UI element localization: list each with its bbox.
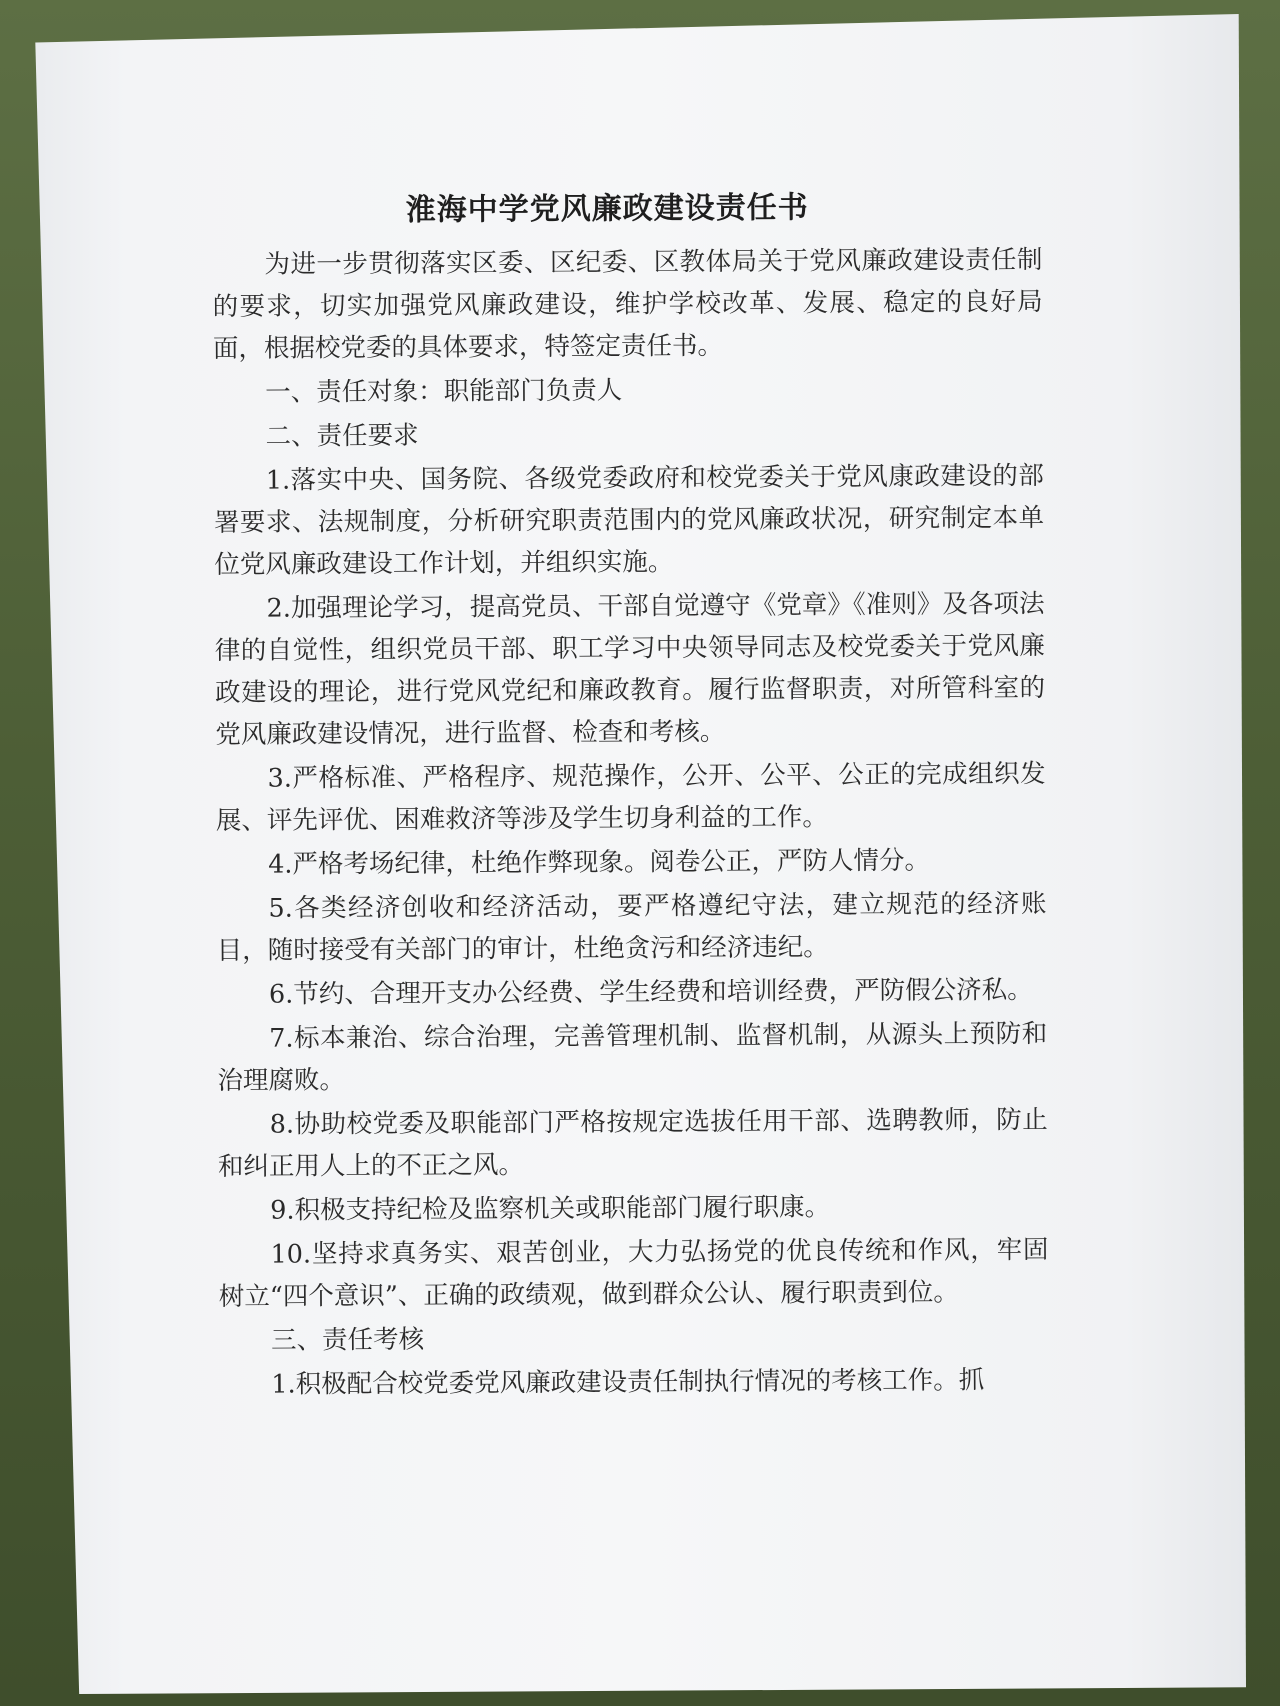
requirement-item: 10.坚持求真务实、艰苦创业，大力弘扬党的优良传统和作风，牢固树立“四个意识”、正确的政绩观，做到群众公认、履行职责到位。 (218, 1234, 1049, 1312)
section-heading-target: 一、责任对象：职能部门负责人 (265, 375, 623, 408)
section-heading-requirements: 二、责任要求 (265, 420, 419, 452)
requirement-item: 5.各类经济创收和经济活动，要严格遵纪守法，建立规范的经济账目，随时接受有关部门的审计，杜绝贪污和经济违纪。 (216, 888, 1047, 966)
requirement-item: 6.节约、合理开支办公经费、学生经费和培训经费，严防假公济私。 (268, 975, 1033, 1010)
document-body (212, 181, 1049, 1408)
requirement-item: 4.严格考场纪律，杜绝作弊现象。阅卷公正，严防人情分。 (268, 845, 931, 880)
requirement-item: 7.标本兼治、综合治理，完善管理机制、监督机制，从源头上预防和治理腐败。 (217, 1018, 1048, 1096)
requirement-item: 9.积极支持纪检及监察机关或职能部门履行职康。 (270, 1192, 831, 1226)
requirement-item: 8.协助校党委及职能部门严格按规定选拔任用干部、选聘教师，防止和纠正用人上的不正之风。 (217, 1104, 1048, 1182)
assessment-item: 1.积极配合校党委党风廉政建设责任制执行情况的考核工作。抓 (271, 1365, 985, 1400)
requirement-item: 2.加强理论学习，提高党员、干部自觉遵守《党章》《准则》及各项法律的自觉性，组织党员干部、职工学习中央领导同志及校党委关于党风廉政建设的理论，进行党风党纪和廉政教育。履行监督职责，对所管科室的党风廉政建设情况，进行监督、检查和考核。 (214, 588, 1046, 750)
section-heading-assessment: 三、责任考核 (270, 1324, 425, 1356)
intro-paragraph: 为进一步贯彻落实区委、区纪委、区教体局关于党风廉政建设责任制的要求，切实加强党风廉政建设，维护学校改革、发展、稳定的良好局面，根据校党委的具体要求，特签定责任书。 (212, 244, 1043, 364)
document-title: 淮海中学党风廉政建设责任书 (405, 190, 809, 228)
requirement-item: 1.落实中央、国务院、各级党委政府和校党委关于党风康政建设的部署要求、法规制度，分析研究职责范围内的党风廉政状况，研究制定本单位党风廉政建设工作计划，并组织实施。 (213, 460, 1045, 580)
requirement-item: 3.严格标准、严格程序、规范操作，公开、公平、公正的完成组织发展、评先评优、困难救济等涉及学生切身利益的工作。 (215, 758, 1046, 836)
